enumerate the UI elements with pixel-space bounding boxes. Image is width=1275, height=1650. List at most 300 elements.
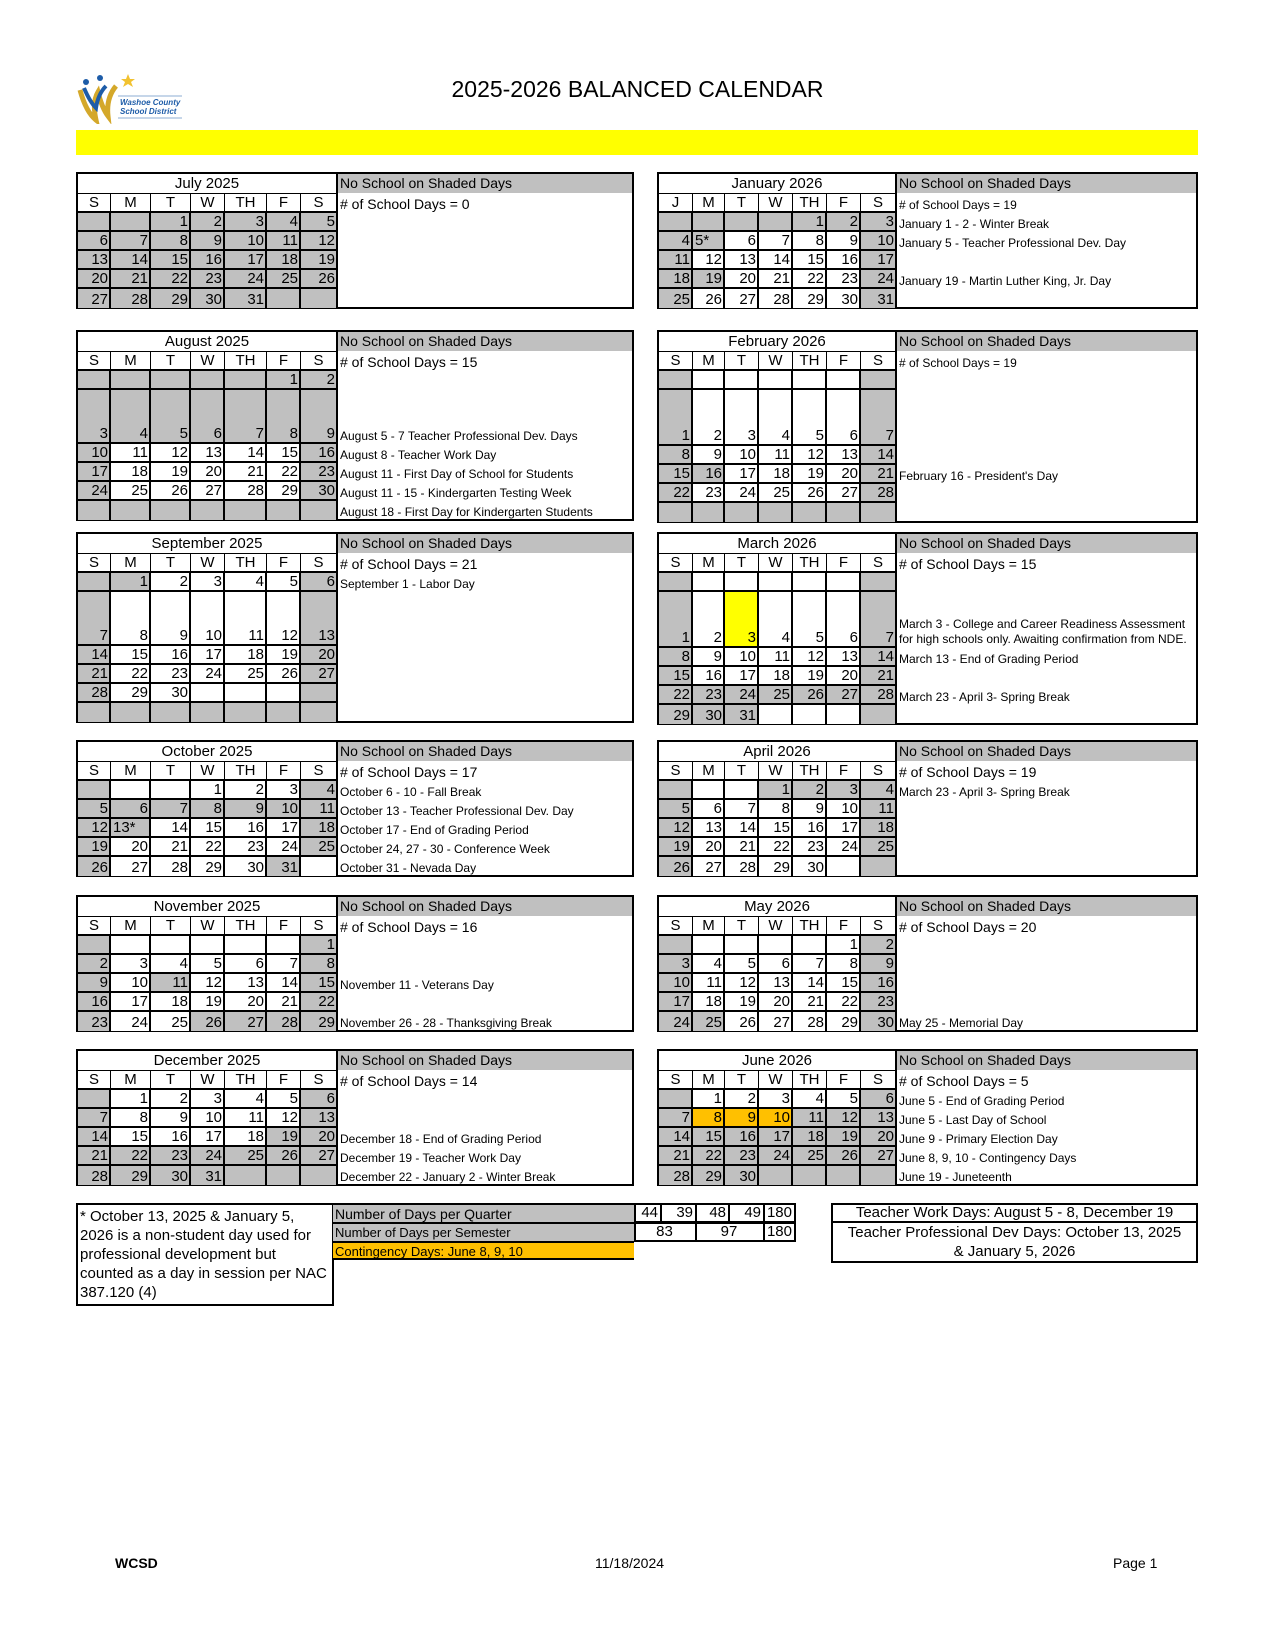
page-title: 2025-2026 BALANCED CALENDAR <box>451 76 824 102</box>
week-row <box>659 1090 895 1109</box>
weekday-label: W <box>191 554 225 573</box>
empty-day-cell <box>78 573 111 592</box>
day-cell: 15 <box>827 974 861 993</box>
weekday-header <box>659 762 895 781</box>
day-cell: 15 <box>267 444 301 463</box>
day-cell: 13 <box>725 251 759 270</box>
day-cell: 24 <box>111 1012 151 1031</box>
day-cell: 30 <box>793 857 827 876</box>
day-cell: 16 <box>861 974 895 993</box>
day-cell: 18 <box>861 819 895 838</box>
weekday-label: W <box>191 194 225 213</box>
day-cell: 2 <box>861 936 895 955</box>
weekday-label: F <box>267 194 301 213</box>
day-cell: 24 <box>78 482 111 501</box>
day-cell: 20 <box>225 993 267 1012</box>
month-name: April 2026 <box>659 742 895 762</box>
day-cell: 1 <box>191 781 225 800</box>
day-cell: 6 <box>861 1090 895 1109</box>
day-cell: 30 <box>151 684 191 703</box>
day-cell: 18 <box>225 646 267 665</box>
day-cell: 15 <box>759 819 793 838</box>
day-cell: 19 <box>693 270 725 289</box>
day-cell: 9 <box>793 800 827 819</box>
day-cell: 11 <box>659 251 693 270</box>
empty-note <box>897 288 1196 307</box>
day-cell: 28 <box>793 1012 827 1031</box>
day-cell: 17 <box>725 465 759 484</box>
day-cell: 20 <box>111 838 151 857</box>
day-cell: 13 <box>225 974 267 993</box>
empty-day-cell <box>301 1166 336 1185</box>
day-cell: 17 <box>759 1128 793 1147</box>
day-cell: 19 <box>301 251 336 270</box>
weekday-label: F <box>267 762 301 781</box>
day-cell: 23 <box>693 686 725 705</box>
logo-text-line-2: School District <box>120 107 177 116</box>
day-cell: 12 <box>301 232 336 251</box>
empty-day-cell <box>78 781 111 800</box>
day-cell: 19 <box>191 993 225 1012</box>
day-cell: 11 <box>759 648 793 667</box>
weekday-label: T <box>151 554 191 573</box>
day-cell: 23 <box>151 665 191 684</box>
day-cell: 4 <box>759 592 793 648</box>
day-cell: 22 <box>659 686 693 705</box>
day-cell: 11 <box>151 974 191 993</box>
weekday-label: S <box>301 554 336 573</box>
day-cell: 3 <box>78 390 111 444</box>
day-cell: 10 <box>191 592 225 646</box>
day-cell: 20 <box>827 465 861 484</box>
week-row <box>659 667 895 686</box>
weekday-label: F <box>267 554 301 573</box>
day-cell: 8 <box>827 955 861 974</box>
day-cell: 20 <box>301 1128 336 1147</box>
day-cell: 5 <box>191 955 225 974</box>
day-cell: 26 <box>793 686 827 705</box>
weekday-label: S <box>659 352 693 371</box>
month-info <box>897 332 1196 521</box>
quarter-total: 180 <box>766 1204 792 1221</box>
empty-day-cell <box>725 781 759 800</box>
weekday-header <box>659 1071 895 1090</box>
school-days-count: # of School Days = 21 <box>340 556 478 572</box>
weekday-label: F <box>267 917 301 936</box>
empty-note <box>897 250 1196 269</box>
empty-day-cell <box>693 781 725 800</box>
day-cell: 6 <box>693 800 725 819</box>
weekday-label: F <box>827 917 861 936</box>
day-cell: 2 <box>78 955 111 974</box>
day-cell: 14 <box>151 819 191 838</box>
day-cell: 19 <box>78 838 111 857</box>
day-cell: 19 <box>725 993 759 1012</box>
day-cell: 14 <box>659 1128 693 1147</box>
weekday-label: TH <box>793 1071 827 1090</box>
day-cell: 10 <box>191 1109 225 1128</box>
no-school-label: No School on Shaded Days <box>897 534 1196 553</box>
empty-day-cell <box>827 371 861 390</box>
day-cell: 28 <box>111 289 151 308</box>
empty-note <box>897 837 1196 856</box>
day-cell: 24 <box>191 665 225 684</box>
day-cell: 10 <box>725 648 759 667</box>
day-cell: 1 <box>693 1090 725 1109</box>
week-row <box>659 592 895 648</box>
day-cell: 23 <box>827 270 861 289</box>
day-cell: 27 <box>827 686 861 705</box>
weekday-label: T <box>151 1071 191 1090</box>
day-cell: 17 <box>659 993 693 1012</box>
weekday-label: S <box>659 762 693 781</box>
day-cell: 20 <box>78 270 111 289</box>
day-cell: 15 <box>793 251 827 270</box>
empty-note <box>897 704 1196 723</box>
day-cell: 9 <box>191 232 225 251</box>
day-cell: 16 <box>225 819 267 838</box>
day-cell: 17 <box>861 251 895 270</box>
month-info <box>897 742 1196 875</box>
day-cell: 6 <box>225 955 267 974</box>
day-cell: 27 <box>301 665 336 684</box>
empty-day-cell <box>693 936 725 955</box>
day-cell: 9 <box>78 974 111 993</box>
day-cell: 26 <box>659 857 693 876</box>
day-cell: 10 <box>759 1109 793 1128</box>
empty-day-cell <box>191 501 225 520</box>
day-cell: 16 <box>151 1128 191 1147</box>
day-cell: 28 <box>659 1166 693 1185</box>
week-row <box>659 819 895 838</box>
weekday-label: F <box>827 554 861 573</box>
day-cell: 8 <box>793 232 827 251</box>
empty-note <box>897 954 1196 973</box>
day-cell: 22 <box>659 484 693 503</box>
day-cell: 14 <box>759 251 793 270</box>
weekday-label: W <box>759 554 793 573</box>
day-cell: 14 <box>267 974 301 993</box>
week-row <box>78 838 336 857</box>
empty-day-cell <box>191 371 225 390</box>
day-cell: 17 <box>78 463 111 482</box>
day-cell: 10 <box>267 800 301 819</box>
day-cell: 25 <box>793 1147 827 1166</box>
month-name: November 2025 <box>78 897 336 917</box>
weekday-label: W <box>191 762 225 781</box>
day-cell: 6 <box>191 390 225 444</box>
event-note: March 13 - End of Grading Period <box>899 652 1079 666</box>
empty-day-cell <box>827 705 861 724</box>
day-cell: 16 <box>191 251 225 270</box>
day-cell: 23 <box>78 1012 111 1031</box>
day-cell: 20 <box>693 838 725 857</box>
day-cell: 4 <box>267 213 301 232</box>
day-cell: 7 <box>111 232 151 251</box>
day-cell: 13 <box>827 648 861 667</box>
empty-day-cell <box>225 1166 267 1185</box>
day-cell: 25 <box>225 1147 267 1166</box>
day-cell: 14 <box>111 251 151 270</box>
day-cell: 4 <box>301 781 336 800</box>
day-cell: 15 <box>111 646 151 665</box>
no-school-label: No School on Shaded Days <box>897 897 1196 916</box>
empty-day-cell <box>111 501 151 520</box>
day-cell: 27 <box>725 289 759 308</box>
empty-day-cell <box>793 936 827 955</box>
day-cell: 30 <box>693 705 725 724</box>
day-cell: 28 <box>151 857 191 876</box>
day-cell: 3 <box>191 1090 225 1109</box>
day-cell: 11 <box>225 592 267 646</box>
empty-note <box>338 645 632 664</box>
day-cell: 23 <box>151 1147 191 1166</box>
day-cell: 22 <box>759 838 793 857</box>
empty-note <box>338 954 632 973</box>
empty-day-cell <box>725 371 759 390</box>
month-name: February 2026 <box>659 332 895 352</box>
day-cell: 13 <box>191 444 225 463</box>
empty-note <box>338 935 632 954</box>
empty-note <box>338 288 632 307</box>
week-row <box>78 1012 336 1031</box>
quarter-values <box>634 1203 796 1223</box>
empty-note <box>897 818 1196 837</box>
month-info <box>897 897 1196 1030</box>
month-name: March 2026 <box>659 534 895 554</box>
day-cell: 7 <box>78 1109 111 1128</box>
quarter-value: 48 <box>697 1205 730 1221</box>
event-note: October 13 - Teacher Professional Dev. Day <box>340 804 574 818</box>
day-cell: 31 <box>225 289 267 308</box>
day-cell: 8 <box>151 232 191 251</box>
empty-day-cell <box>659 781 693 800</box>
empty-note <box>897 572 1196 591</box>
week-row <box>78 646 336 665</box>
month-name: June 2026 <box>659 1051 895 1071</box>
month-calendar <box>659 1051 897 1184</box>
day-cell: 22 <box>151 270 191 289</box>
day-cell: 11 <box>693 974 725 993</box>
day-cell: 2 <box>793 781 827 800</box>
weekday-label: T <box>725 194 759 213</box>
empty-day-cell <box>861 705 895 724</box>
no-school-label: No School on Shaded Days <box>897 742 1196 761</box>
event-note: June 8, 9, 10 - Contingency Days <box>899 1151 1077 1165</box>
day-cell: 7 <box>793 955 827 974</box>
weekday-label: F <box>827 194 861 213</box>
week-row <box>78 819 336 838</box>
day-cell: 3 <box>759 1090 793 1109</box>
day-cell: 26 <box>151 482 191 501</box>
day-cell: 18 <box>759 465 793 484</box>
month-info <box>338 897 632 1030</box>
day-cell: 9 <box>301 390 336 444</box>
week-row <box>78 573 336 592</box>
school-days-count: # of School Days = 16 <box>340 919 478 935</box>
empty-note <box>897 483 1196 502</box>
empty-day-cell <box>78 371 111 390</box>
week-row <box>78 482 336 501</box>
weekday-header <box>78 194 336 213</box>
day-cell: 12 <box>793 446 827 465</box>
weekday-label: M <box>693 1071 725 1090</box>
day-cell: 14 <box>225 444 267 463</box>
weekday-label: M <box>111 194 151 213</box>
no-school-label: No School on Shaded Days <box>338 1051 632 1070</box>
day-cell: 27 <box>191 482 225 501</box>
yellow-banner <box>76 130 1198 155</box>
day-cell: 31 <box>725 705 759 724</box>
day-cell: 16 <box>725 1128 759 1147</box>
day-cell: 26 <box>78 857 111 876</box>
day-cell: 16 <box>693 465 725 484</box>
weekday-label: F <box>267 352 301 371</box>
day-cell: 24 <box>759 1147 793 1166</box>
week-row <box>659 503 895 522</box>
no-school-label: No School on Shaded Days <box>897 332 1196 351</box>
day-cell: 27 <box>861 1147 895 1166</box>
month-calendar <box>78 534 338 721</box>
empty-day-cell <box>793 371 827 390</box>
empty-note <box>338 231 632 250</box>
day-cell: 10 <box>111 974 151 993</box>
event-note: October 24, 27 - 30 - Conference Week <box>340 842 550 856</box>
empty-day-cell <box>267 936 301 955</box>
day-cell: 14 <box>793 974 827 993</box>
empty-day-cell <box>725 503 759 522</box>
month-calendar <box>78 897 338 1030</box>
day-cell: 30 <box>191 289 225 308</box>
month-block <box>657 895 1198 1032</box>
month-calendar <box>78 332 338 519</box>
day-cell: 10 <box>725 446 759 465</box>
empty-day-cell <box>659 503 693 522</box>
day-cell: 28 <box>78 684 111 703</box>
day-cell: 10 <box>827 800 861 819</box>
empty-note <box>338 992 632 1011</box>
day-cell: 25 <box>759 484 793 503</box>
day-cell: 15 <box>111 1128 151 1147</box>
week-row <box>659 936 895 955</box>
day-cell: 20 <box>827 667 861 686</box>
empty-day-cell <box>827 1166 861 1185</box>
day-cell: 13 <box>827 446 861 465</box>
day-cell: 13 <box>861 1109 895 1128</box>
day-cell: 7 <box>659 1109 693 1128</box>
weekday-label: TH <box>793 352 827 371</box>
day-cell: 17 <box>191 646 225 665</box>
empty-day-cell <box>759 371 793 390</box>
event-note: August 11 - First Day of School for Students <box>340 467 574 481</box>
event-note: December 18 - End of Grading Period <box>340 1132 542 1146</box>
empty-note <box>897 666 1196 685</box>
day-cell: 25 <box>151 1012 191 1031</box>
day-cell: 1 <box>659 592 693 648</box>
day-cell: 12 <box>793 648 827 667</box>
semester-value: 97 <box>697 1224 765 1240</box>
day-cell: 29 <box>827 1012 861 1031</box>
empty-note <box>338 212 632 231</box>
day-cell: 28 <box>861 686 895 705</box>
empty-day-cell <box>151 371 191 390</box>
empty-day-cell <box>759 936 793 955</box>
day-cell: 13 <box>78 251 111 270</box>
day-cell: 19 <box>659 838 693 857</box>
day-cell: 21 <box>659 1147 693 1166</box>
day-cell: 18 <box>111 463 151 482</box>
event-note: September 1 - Labor Day <box>340 577 475 591</box>
empty-day-cell <box>267 703 301 722</box>
day-cell: 17 <box>225 251 267 270</box>
day-cell: 16 <box>301 444 336 463</box>
day-cell: 18 <box>759 667 793 686</box>
week-row <box>78 592 336 646</box>
day-cell: 2 <box>827 213 861 232</box>
event-note: January 5 - Teacher Professional Dev. Day <box>899 236 1126 250</box>
day-cell: 8 <box>111 592 151 646</box>
day-cell: 15 <box>151 251 191 270</box>
weekday-label: S <box>301 194 336 213</box>
month-block <box>657 330 1198 523</box>
empty-day-cell <box>659 936 693 955</box>
day-cell: 21 <box>151 838 191 857</box>
day-cell: 22 <box>267 463 301 482</box>
event-note: August 8 - Teacher Work Day <box>340 448 497 462</box>
empty-note <box>897 973 1196 992</box>
day-cell: 27 <box>759 1012 793 1031</box>
logo-text-line-1: Washoe County <box>120 98 181 107</box>
empty-day-cell <box>111 371 151 390</box>
school-days-count: # of School Days = 19 <box>899 764 1037 780</box>
empty-day-cell <box>191 684 225 703</box>
empty-day-cell <box>861 573 895 592</box>
empty-day-cell <box>301 684 336 703</box>
day-cell: 21 <box>861 465 895 484</box>
day-cell: 23 <box>725 1147 759 1166</box>
week-row <box>78 270 336 289</box>
weekday-label: TH <box>225 352 267 371</box>
event-note: June 5 - End of Grading Period <box>899 1094 1065 1108</box>
week-row <box>78 1128 336 1147</box>
empty-day-cell <box>659 573 693 592</box>
day-cell: 22 <box>111 665 151 684</box>
week-row <box>659 857 895 876</box>
empty-day-cell <box>759 1166 793 1185</box>
week-row <box>659 1128 895 1147</box>
week-row <box>78 501 336 520</box>
day-cell: 2 <box>725 1090 759 1109</box>
school-days-count: # of School Days = 19 <box>899 356 1017 370</box>
day-cell: 6 <box>301 1090 336 1109</box>
empty-day-cell <box>267 684 301 703</box>
empty-day-cell <box>759 573 793 592</box>
day-cell: 2 <box>191 213 225 232</box>
empty-day-cell <box>659 371 693 390</box>
day-cell: 28 <box>225 482 267 501</box>
day-cell: 14 <box>78 1128 111 1147</box>
day-cell: 17 <box>827 819 861 838</box>
day-cell: 23 <box>861 993 895 1012</box>
empty-day-cell <box>111 213 151 232</box>
day-cell: 5 <box>78 800 111 819</box>
day-cell: 22 <box>793 270 827 289</box>
day-cell: 14 <box>861 446 895 465</box>
week-row <box>78 289 336 308</box>
day-cell: 8 <box>659 648 693 667</box>
day-cell: 17 <box>267 819 301 838</box>
day-cell: 29 <box>111 684 151 703</box>
